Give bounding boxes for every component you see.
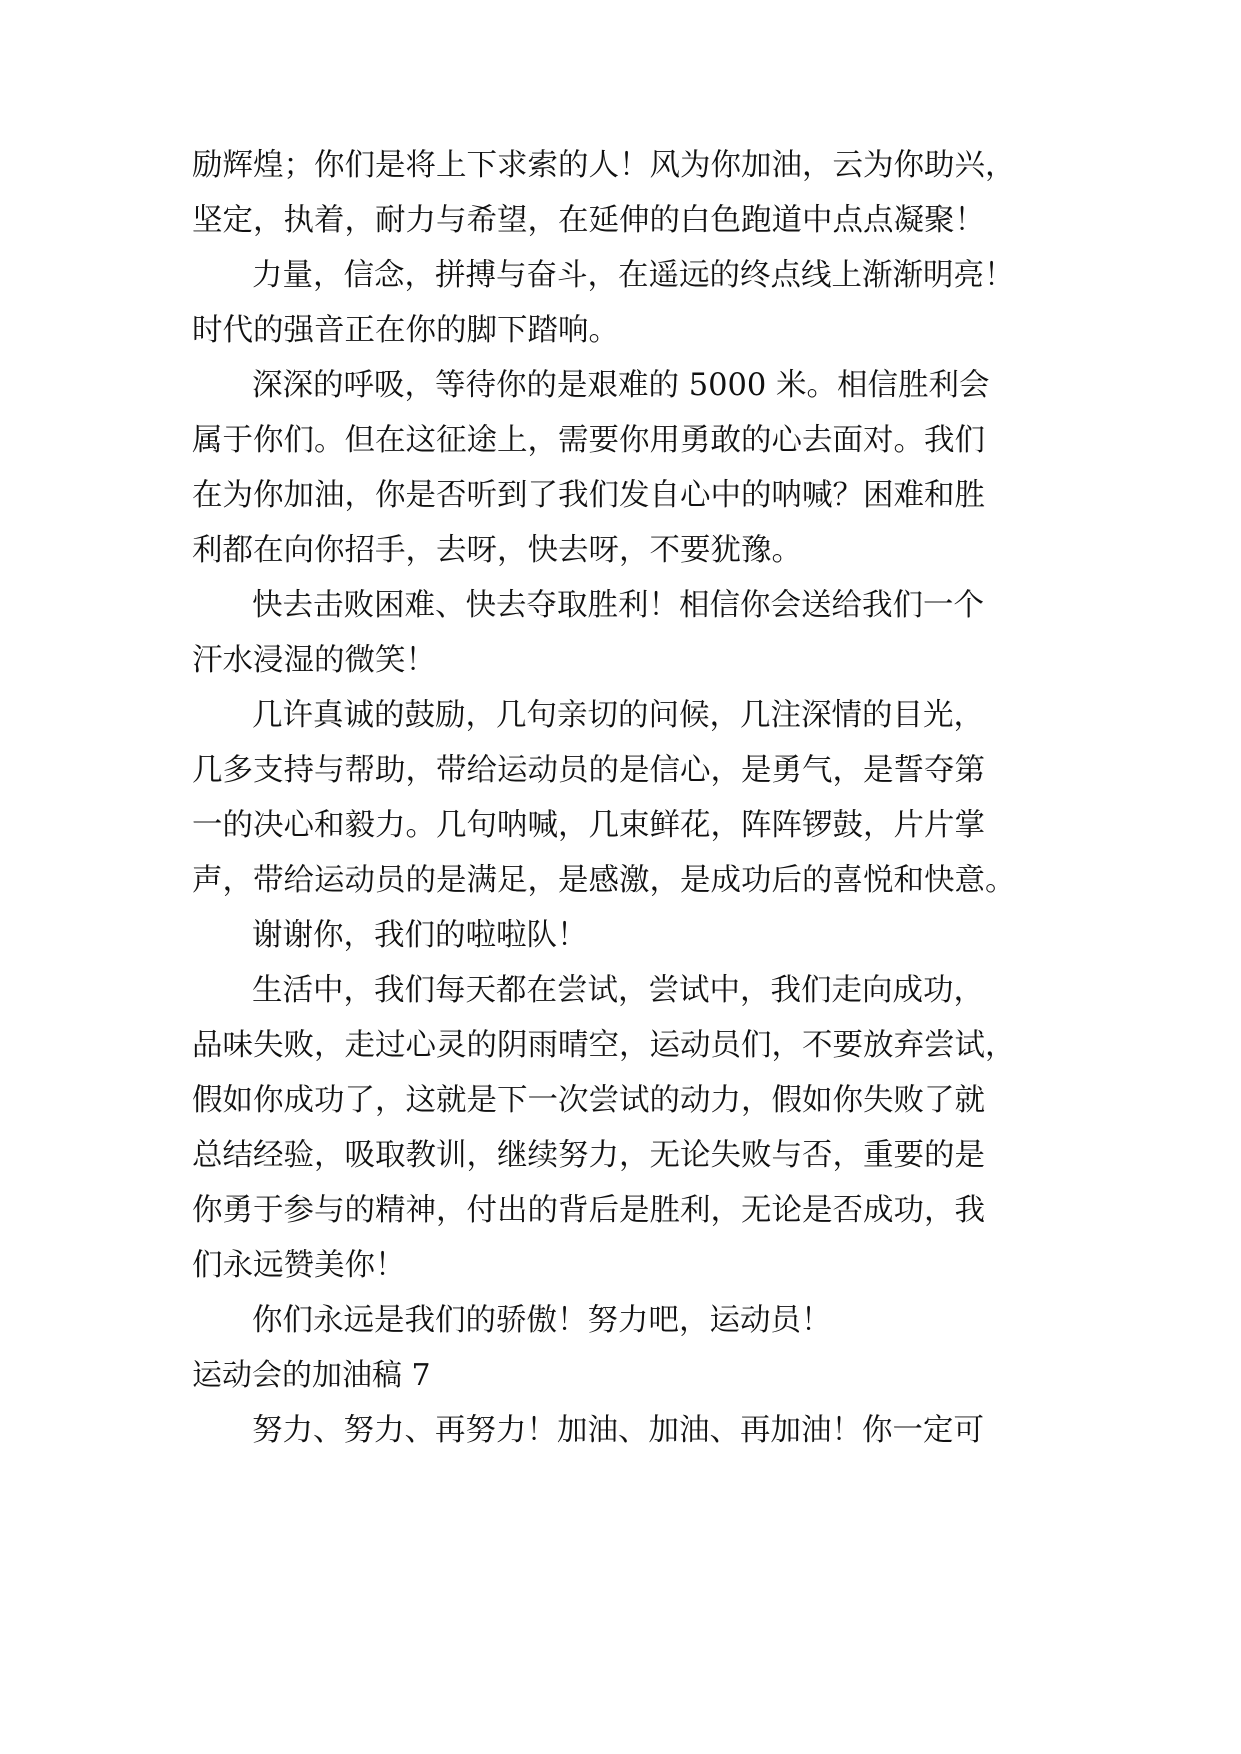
text-line: 努力、努力、再努力！加油、加油、再加油！你一定可	[252, 1413, 984, 1448]
text-line: 汗水浸湿的微笑！	[192, 643, 436, 678]
text-line: 利都在向你招手，去呀，快去呀，不要犹豫。	[192, 533, 802, 568]
text-line: 快去击败困难、快去夺取胜利！相信你会送给我们一个	[252, 588, 984, 623]
text-line: 你们永远是我们的骄傲！努力吧，运动员！	[252, 1303, 832, 1338]
text-line: 在为你加油，你是否听到了我们发自心中的呐喊？困难和胜	[192, 478, 985, 513]
text-line: 们永远赞美你！	[192, 1248, 406, 1283]
text-line: 几多支持与帮助，带给运动员的是信心，是勇气，是誓夺第	[192, 753, 985, 788]
text-line: 力量，信念，拼搏与奋斗，在遥远的终点线上渐渐明亮！	[252, 258, 1015, 293]
text-line: 谢谢你，我们的啦啦队！	[252, 918, 588, 953]
section-heading: 运动会的加油稿 7	[192, 1358, 431, 1393]
text-line: 坚定，执着，耐力与希望，在延伸的白色跑道中点点凝聚！	[192, 203, 985, 238]
text-line: 时代的强音正在你的脚下踏响。	[192, 313, 619, 348]
text-line: 假如你成功了，这就是下一次尝试的动力，假如你失败了就	[192, 1083, 985, 1118]
text-line: 几许真诚的鼓励，几句亲切的问候，几注深情的目光，	[252, 698, 984, 733]
text-line: 品味失败，走过心灵的阴雨晴空，运动员们，不要放弃尝试，	[192, 1028, 1016, 1063]
text-line: 深深的呼吸，等待你的是艰难的 5000 米。相信胜利会	[252, 368, 990, 403]
text-line: 属于你们。但在这征途上，需要你用勇敢的心去面对。我们	[192, 423, 985, 458]
text-line: 励辉煌；你们是将上下求索的人！风为你加油，云为你助兴，	[192, 148, 1016, 183]
text-line: 总结经验，吸取教训，继续努力，无论失败与否，重要的是	[192, 1138, 985, 1173]
text-line: 声，带给运动员的是满足，是感激，是成功后的喜悦和快意。	[192, 863, 1016, 898]
text-line: 你勇于参与的精神，付出的背后是胜利，无论是否成功，我	[192, 1193, 985, 1228]
text-line: 一的决心和毅力。几句呐喊，几束鲜花，阵阵锣鼓，片片掌	[192, 808, 985, 843]
text-line: 生活中，我们每天都在尝试，尝试中，我们走向成功，	[252, 973, 984, 1008]
